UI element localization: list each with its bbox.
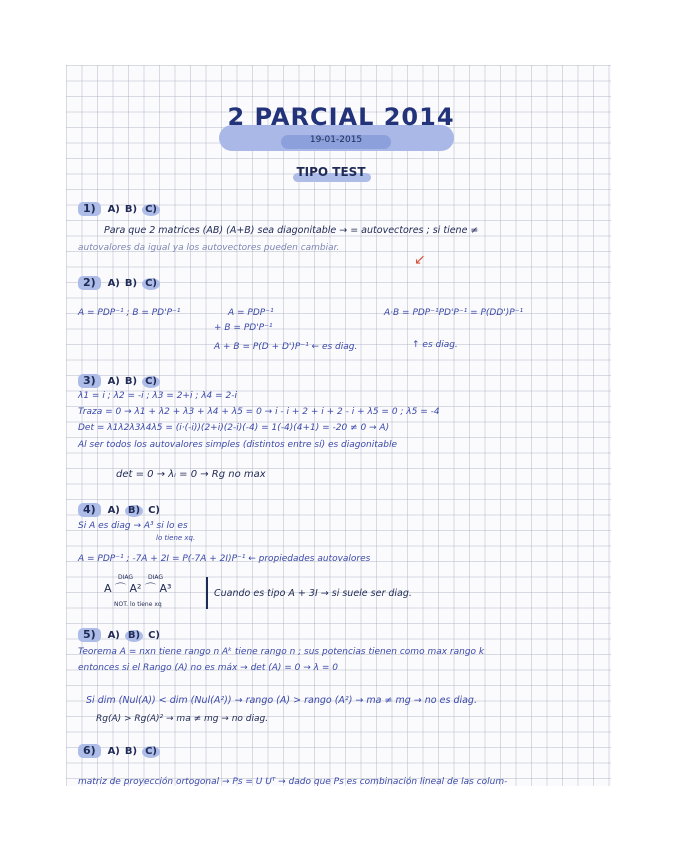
question-3-line: Al ser todos los autovalores simples (distintos entre sí) es diagonitable	[78, 440, 398, 450]
notebook-page	[66, 65, 611, 786]
question-2-line: ↑ es diag.	[412, 340, 458, 350]
question-5-line: Rg(A) > Rg(A)² → ma ≠ mg → no diag.	[96, 714, 269, 724]
question-4-line: lo tiene xq.	[156, 534, 196, 542]
question-3-line: Traza = 0 → λ1 + λ2 + λ3 + λ4 + λ5 = 0 → i - i + 2 + i + 2 - i + λ5 = 0 ; λ5 = -4	[78, 407, 440, 417]
question-4-line: Cuando es tipo A + 3I → si suele ser diag.	[214, 588, 412, 599]
question-4-line: A = PDP⁻¹ ; -7A + 2I = P(-7A + 2I)P⁻¹ ← propiedades autovalores	[78, 554, 371, 564]
page-date: 19-01-2015	[309, 135, 363, 145]
page-title: 2 PARCIAL 2014	[227, 103, 455, 131]
diagram-expression: A ⌒ A² ⌒ A³	[104, 582, 172, 595]
question-2-line: A = PDP⁻¹	[228, 308, 274, 318]
check-mark-icon: ↙	[414, 252, 426, 268]
question-2-line: A = PDP⁻¹ ; B = PD'P⁻¹	[78, 308, 181, 318]
diagram-label: DIAG	[148, 574, 164, 581]
question-2-line: A·B = PDP⁻¹PD'P⁻¹ = P(DD')P⁻¹	[384, 308, 524, 318]
question-4-header: 4) A) B) C)	[78, 503, 165, 517]
question-5-line: Teorema A = nxn tiene rango n Aᵏ tiene rango n ; sus potencias tienen como max rango k	[78, 647, 485, 657]
question-3-line: det = 0 → λᵢ = 0 → Rg no max	[116, 469, 266, 480]
diagram-label: NOT. lo tiene xq	[114, 601, 162, 608]
question-4-line: Si A es diag → A³ si lo es	[78, 521, 188, 531]
question-5-header: 5) A) B) C)	[78, 628, 165, 642]
question-6-header: 6) A) B) C)	[78, 744, 165, 758]
question-3-line: λ1 = i ; λ2 = -i ; λ3 = 2+i ; λ4 = 2-i	[78, 391, 238, 401]
question-1-header: 1) A) B) C)	[78, 202, 165, 216]
question-2-line: + B = PD'P⁻¹	[214, 323, 273, 333]
question-1-note: autovalores da igual ya los autovectores pueden cambiar.	[78, 243, 340, 253]
question-1-text: Para que 2 matrices (AB) (A+B) sea diagonitable → = autovectores ; si tiene ≠	[104, 225, 479, 236]
question-5-line: Si dim (Nul(A)) < dim (Nul(A²)) → rango (A) > rango (A²) → ma ≠ mg → no es diag.	[86, 695, 477, 706]
question-2-header: 2) A) B) C)	[78, 276, 165, 290]
divider	[206, 577, 208, 609]
diagram-label: DIAG	[118, 574, 134, 581]
question-3-header: 3) A) B) C)	[78, 374, 165, 388]
question-5-line: entonces si el Rango (A) no es máx → det (A) = 0 → λ = 0	[78, 663, 338, 673]
section-heading: TIPO TEST	[281, 163, 381, 185]
question-6-line: matriz de proyección ortogonal → Ps = U Uᵀ → dado que Ps es combinación lineal de las colum-	[78, 777, 508, 786]
question-2-line: A + B = P(D + D')P⁻¹ ← es diag.	[214, 342, 358, 352]
question-3-line: Det = λ1λ2λ3λ4λ5 = (i·(-i))(2+i)(2-i)(-4) = 1(-4)(4+1) = -20 ≠ 0 → A)	[78, 423, 390, 433]
